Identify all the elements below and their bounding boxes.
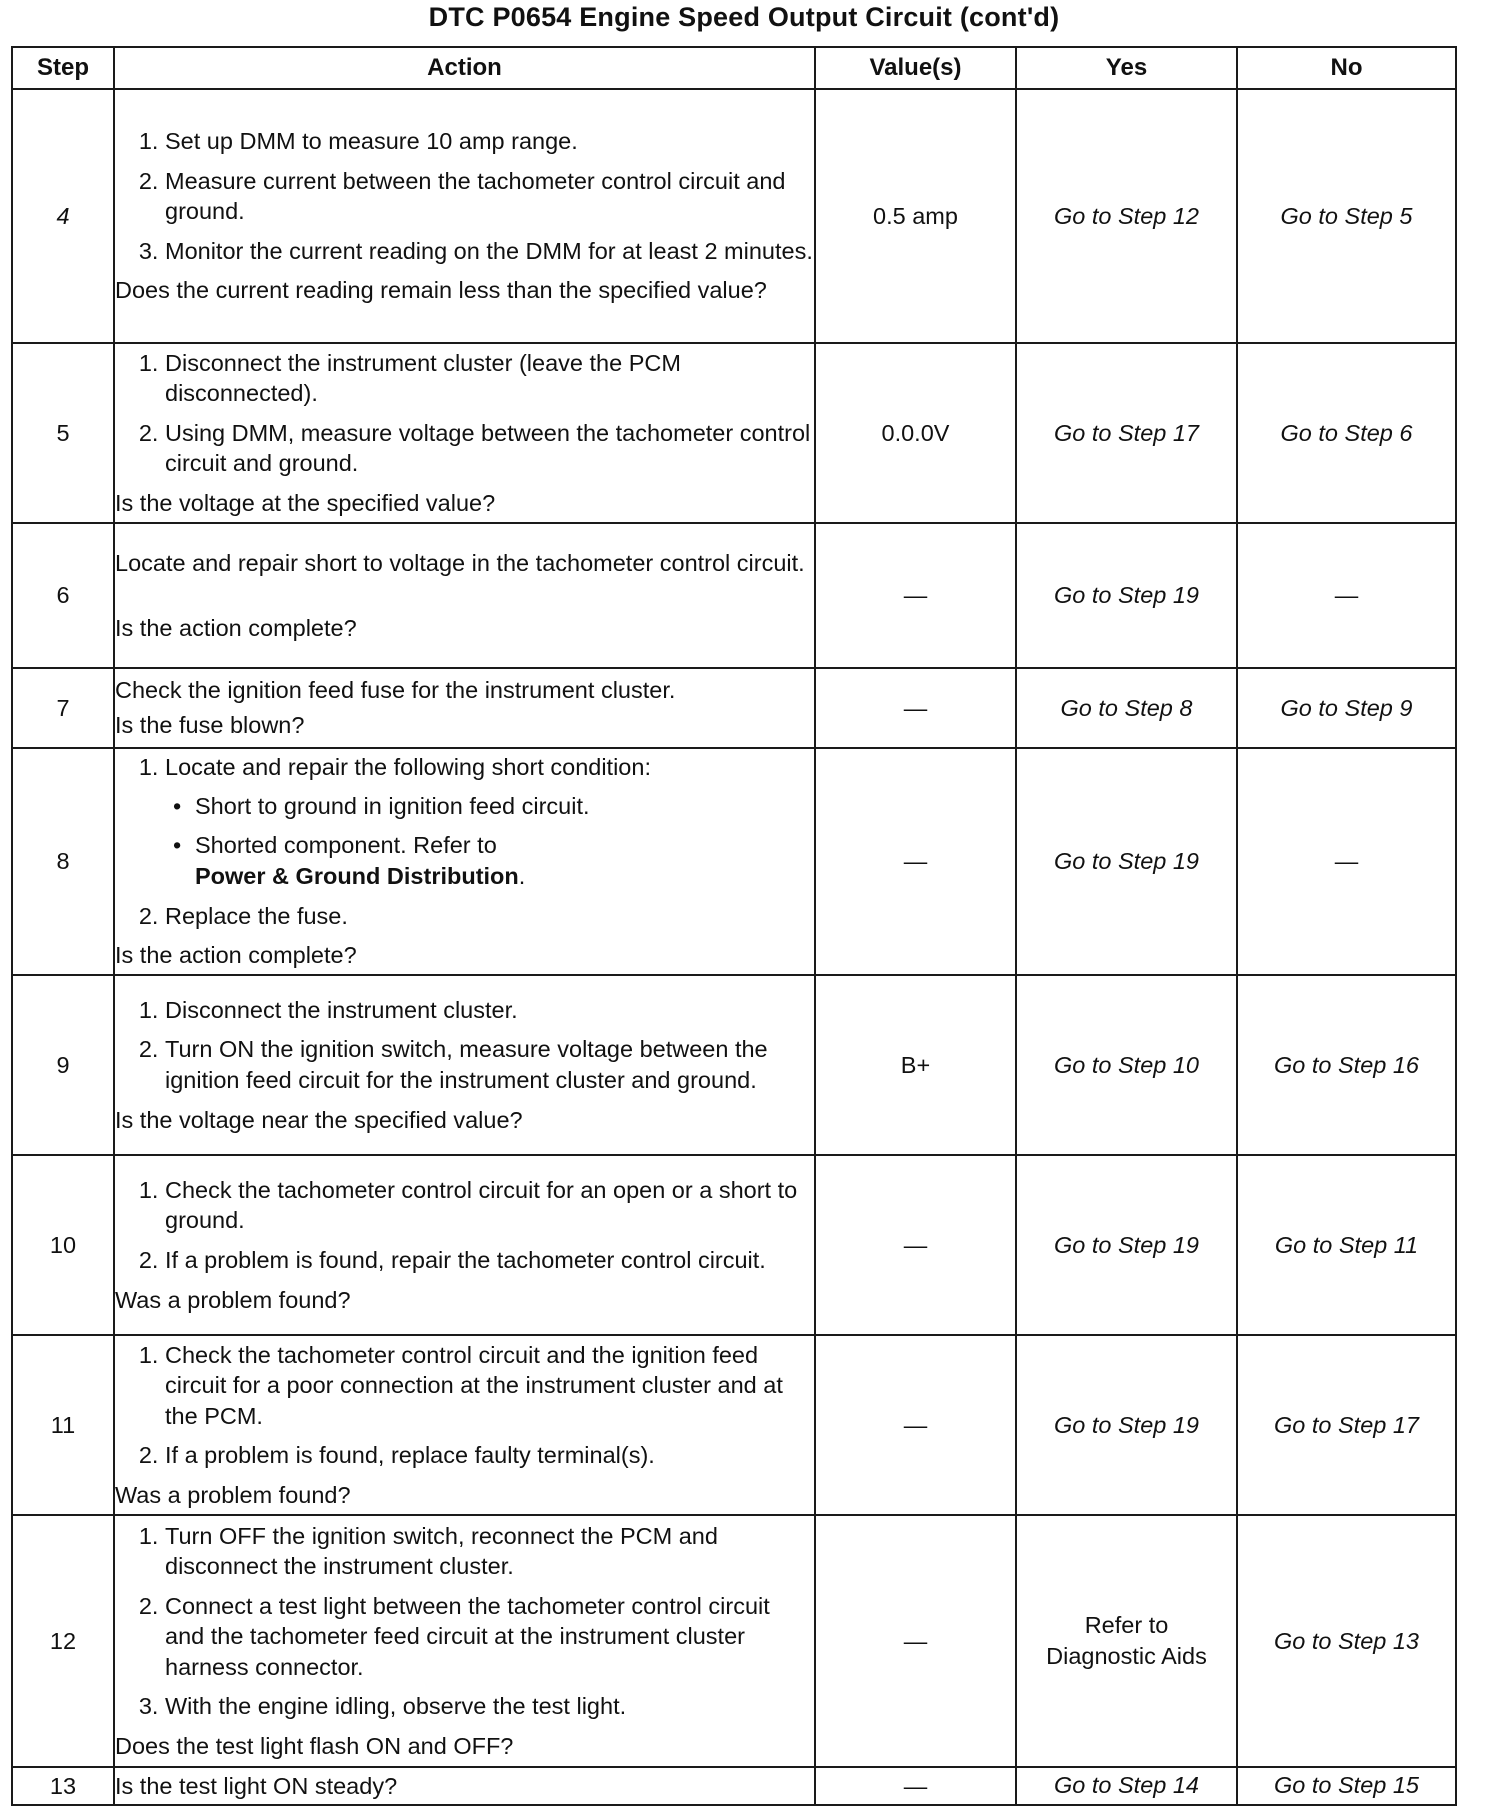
action-cell	[114, 1515, 815, 1767]
no-cell: Go to Step 9	[1237, 668, 1456, 748]
action-steps	[115, 126, 814, 266]
yes-cell: Go to Step 19	[1016, 1155, 1237, 1335]
value-cell: B+	[815, 975, 1016, 1155]
value-cell: 0.0.0V	[815, 343, 1016, 523]
action-cell	[114, 343, 815, 523]
action-step: 2. Replace the fuse.	[165, 901, 814, 932]
yes-cell: Go to Step 19	[1016, 1335, 1237, 1515]
table-row-step-8	[12, 748, 1456, 975]
action-question: Is the action complete?	[115, 614, 357, 641]
action-step: 2. Measure current between the tachometer control circuit and ground.	[165, 166, 814, 227]
action-steps	[115, 995, 814, 1096]
yes-cell: Go to Step 12	[1016, 89, 1237, 343]
step-number: 12	[12, 1515, 114, 1767]
yes-cell	[1016, 1515, 1237, 1767]
action-cell	[114, 668, 815, 748]
header-row	[12, 47, 1456, 89]
action-step: 1. Check the tachometer control circuit and the ignition feed circuit for a poor connection at the instrument cluster and at the PCM.	[165, 1340, 814, 1432]
header-values: Value(s)	[815, 47, 1016, 89]
header-step: Step	[12, 47, 114, 89]
value-cell: —	[815, 523, 1016, 668]
action-question: Does the current reading remain less than the specified value?	[115, 277, 767, 304]
action-cell	[114, 1155, 815, 1335]
action-question: Is the test light ON steady?	[115, 1772, 398, 1799]
yes-reference-line: Refer to	[1084, 1612, 1169, 1639]
yes-reference-line: Diagnostic Aids	[1046, 1643, 1207, 1669]
yes-cell: Go to Step 14	[1016, 1767, 1237, 1805]
value-cell: —	[815, 1155, 1016, 1335]
action-steps	[115, 1521, 814, 1722]
reference-link: Power & Ground Distribution	[195, 863, 519, 889]
diagnostic-table	[11, 46, 1457, 1806]
yes-cell: Go to Step 10	[1016, 975, 1237, 1155]
action-text: Check the ignition feed fuse for the instrument cluster.	[115, 677, 676, 704]
condition-item: • Shorted component. Refer to Power & Ground Distribution.	[195, 830, 814, 891]
no-cell: —	[1237, 748, 1456, 975]
action-step: 1. Check the tachometer control circuit for an open or a short to ground.	[165, 1175, 814, 1236]
yes-cell: Go to Step 17	[1016, 343, 1237, 523]
no-cell: Go to Step 16	[1237, 975, 1456, 1155]
action-cell	[114, 975, 815, 1155]
header-no: No	[1237, 47, 1456, 89]
action-question: Is the action complete?	[115, 942, 357, 969]
value-cell: —	[815, 748, 1016, 975]
action-text: Locate and repair short to voltage in the tachometer control circuit.	[115, 549, 805, 576]
page-title: DTC P0654 Engine Speed Output Circuit (cont'd)	[428, 2, 1060, 32]
action-step-text: Locate and repair the following short condition:	[165, 754, 651, 781]
step-number: 13	[12, 1767, 114, 1805]
condition-list	[165, 791, 814, 892]
header-yes: Yes	[1016, 47, 1237, 89]
action-question: Is the voltage at the specified value?	[115, 489, 496, 516]
no-cell: Go to Step 6	[1237, 343, 1456, 523]
table-row-step-6	[12, 523, 1456, 668]
action-step: 2. Turn ON the ignition switch, measure voltage between the ignition feed circuit for the instrument cluster and ground.	[165, 1034, 814, 1095]
action-step: 1. Disconnect the instrument cluster.	[165, 995, 814, 1026]
value-cell: —	[815, 1515, 1016, 1767]
action-step: 1. Set up DMM to measure 10 amp range.	[165, 126, 814, 157]
no-cell: Go to Step 11	[1237, 1155, 1456, 1335]
value-cell: —	[815, 1767, 1016, 1805]
no-cell: —	[1237, 523, 1456, 668]
no-cell: Go to Step 13	[1237, 1515, 1456, 1767]
action-step: 2. Connect a test light between the tachometer control circuit and the tachometer feed circuit at the instrument cluster harness connector.	[165, 1591, 814, 1683]
action-steps	[115, 752, 814, 931]
table-row-step-11	[12, 1335, 1456, 1515]
action-step: 1. Turn OFF the ignition switch, reconnect the PCM and disconnect the instrument cluster.	[165, 1521, 814, 1582]
step-number: 9	[12, 975, 114, 1155]
no-cell: Go to Step 17	[1237, 1335, 1456, 1515]
step-number: 4	[12, 89, 114, 343]
value-cell: —	[815, 668, 1016, 748]
table-row-step-7	[12, 668, 1456, 748]
header-action: Action	[114, 47, 815, 89]
action-step: 3. Monitor the current reading on the DMM for at least 2 minutes.	[165, 236, 814, 267]
action-step: 2. Using DMM, measure voltage between the tachometer control circuit and ground.	[165, 418, 814, 479]
action-steps	[115, 1175, 814, 1276]
step-number: 8	[12, 748, 114, 975]
value-cell: —	[815, 1335, 1016, 1515]
table-row-step-9	[12, 975, 1456, 1155]
action-cell	[114, 1767, 815, 1805]
step-number: 7	[12, 668, 114, 748]
action-step: 2. If a problem is found, repair the tachometer control circuit.	[165, 1245, 814, 1276]
action-question: Is the fuse blown?	[115, 712, 305, 738]
yes-cell: Go to Step 8	[1016, 668, 1237, 748]
step-number: 6	[12, 523, 114, 668]
value-cell: 0.5 amp	[815, 89, 1016, 343]
condition-item: • Short to ground in ignition feed circuit.	[195, 791, 814, 822]
action-steps	[115, 348, 814, 479]
action-steps	[115, 1340, 814, 1471]
action-cell	[114, 1335, 815, 1515]
action-step: 1. Disconnect the instrument cluster (leave the PCM disconnected).	[165, 348, 814, 409]
action-step: 2. If a problem is found, replace faulty terminal(s).	[165, 1440, 814, 1471]
action-step	[165, 752, 814, 891]
action-question: Was a problem found?	[115, 1286, 351, 1313]
action-cell	[114, 89, 815, 343]
action-question: Does the test light flash ON and OFF?	[115, 1732, 514, 1759]
action-cell	[114, 523, 815, 668]
table-row-step-4	[12, 89, 1456, 343]
action-question: Was a problem found?	[115, 1481, 351, 1508]
step-number: 5	[12, 343, 114, 523]
step-number: 11	[12, 1335, 114, 1515]
table-row-step-13	[12, 1767, 1456, 1805]
table-row-step-10	[12, 1155, 1456, 1335]
yes-cell: Go to Step 19	[1016, 748, 1237, 975]
table-row-step-12	[12, 1515, 1456, 1767]
action-step: 3. With the engine idling, observe the test light.	[165, 1691, 814, 1722]
no-cell: Go to Step 15	[1237, 1767, 1456, 1805]
action-cell	[114, 748, 815, 975]
no-cell: Go to Step 5	[1237, 89, 1456, 343]
step-number: 10	[12, 1155, 114, 1335]
table-row-step-5	[12, 343, 1456, 523]
condition-text: Shorted component. Refer to	[195, 832, 497, 859]
yes-cell: Go to Step 19	[1016, 523, 1237, 668]
action-question: Is the voltage near the specified value?	[115, 1106, 523, 1133]
